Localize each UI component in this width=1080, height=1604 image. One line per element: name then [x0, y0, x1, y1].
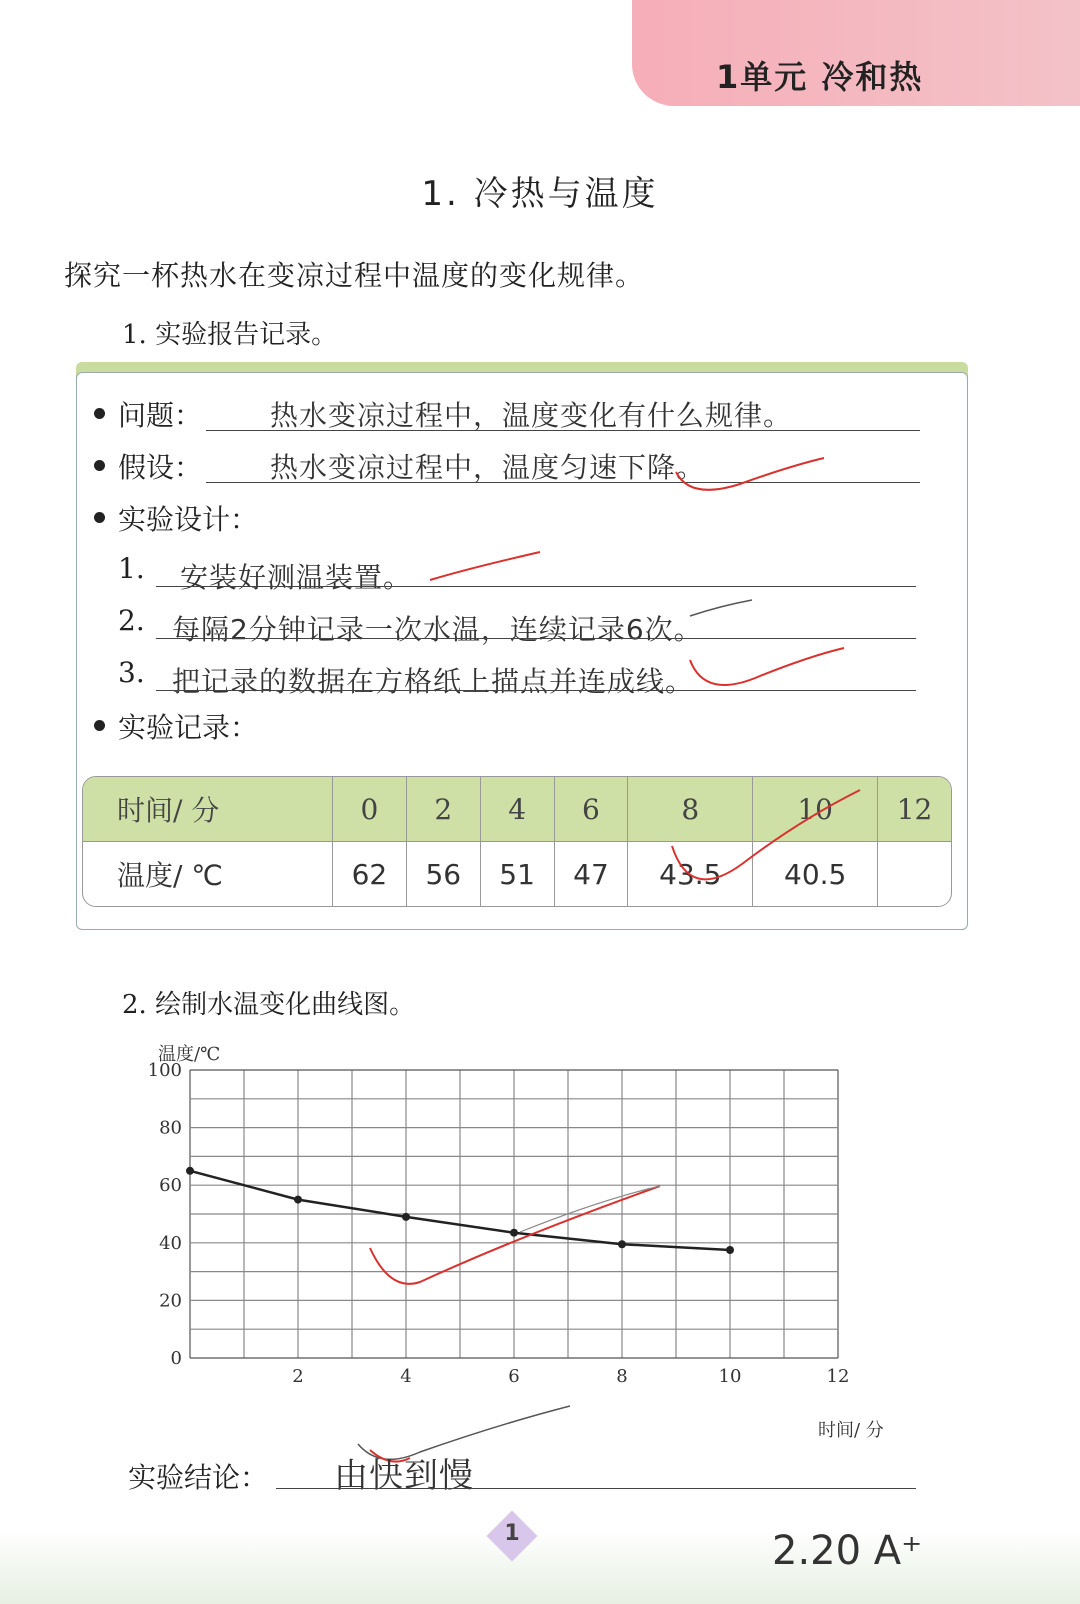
x-tick-label: 8: [616, 1366, 628, 1387]
grade-mark: 2.20 A⁺: [772, 1528, 923, 1574]
question-label: 问题：: [118, 399, 203, 432]
design-step-text: 安装好测温装置。: [180, 561, 413, 594]
answer-line: [276, 1488, 916, 1489]
section1-title: 1. 实验报告记录。: [122, 320, 338, 350]
data-point: [726, 1246, 734, 1254]
y-tick-label: 40: [159, 1232, 182, 1254]
x-tick-label: 6: [508, 1366, 520, 1387]
section2-title: 2. 绘制水温变化曲线图。: [122, 990, 416, 1020]
task-statement: 探究一杯热水在变凉过程中温度的变化规律。: [64, 259, 645, 292]
design-step-number: 1.: [118, 552, 145, 585]
time-cell: 12: [877, 777, 951, 842]
temp-row-label: 温度/ ℃: [117, 859, 223, 892]
time-cell: 10: [752, 777, 877, 842]
y-tick-label: 60: [159, 1175, 182, 1197]
y-tick-label: 20: [159, 1290, 182, 1312]
time-cell: 2: [406, 777, 480, 842]
y-axis-label: 温度/℃: [158, 1044, 221, 1065]
question-answer: 热水变凉过程中，温度变化有什么规律。: [270, 399, 793, 432]
chart-ticks: [148, 1060, 850, 1387]
data-point: [294, 1196, 302, 1204]
time-cell: 6: [554, 777, 628, 842]
y-tick-label: 100: [147, 1060, 182, 1081]
conclusion-answer: 由快到慢: [334, 1456, 474, 1496]
lesson-title: 1. 冷热与温度: [421, 174, 659, 214]
y-tick-label: 80: [159, 1117, 182, 1139]
chart-grid: [190, 1070, 838, 1358]
temp-cell: 56: [406, 842, 480, 906]
x-tick-label: 4: [400, 1366, 412, 1387]
time-cell: 8: [627, 777, 752, 842]
conclusion-label: 实验结论：: [128, 1461, 269, 1494]
unit-title: 1单元 冷和热: [716, 58, 924, 96]
data-point: [510, 1229, 518, 1237]
design-step-number: 3.: [118, 656, 145, 689]
x-axis-label: 时间/ 分: [818, 1420, 884, 1441]
design-label: 实验设计：: [118, 503, 259, 536]
data-point: [618, 1240, 626, 1248]
design-step-text: 把记录的数据在方格纸上描点并连成线。: [172, 665, 695, 698]
design-step-number: 2.: [118, 604, 145, 637]
temp-cell: 43.5: [627, 842, 752, 906]
time-cell: 4: [480, 777, 554, 842]
hypothesis-label: 假设：: [118, 451, 203, 484]
page-number: 1: [504, 1521, 520, 1546]
data-point: [186, 1167, 194, 1175]
time-cell: 0: [332, 777, 406, 842]
hypothesis-answer: 热水变凉过程中，温度匀速下降。: [270, 451, 706, 484]
temp-cell: 51: [480, 842, 554, 906]
x-tick-label: 10: [718, 1366, 742, 1387]
temp-cell: 40.5: [752, 842, 877, 906]
time-row-label: 时间/ 分: [83, 777, 332, 842]
design-step-text: 每隔2分钟记录一次水温，连续记录6次。: [172, 613, 703, 646]
data-point: [402, 1213, 410, 1221]
y-tick-label: 0: [170, 1348, 182, 1369]
record-label: 实验记录：: [118, 711, 259, 744]
x-tick-label: 2: [292, 1366, 304, 1387]
x-tick-label: 12: [826, 1366, 850, 1387]
temp-cell: 62: [332, 842, 406, 906]
temp-cell: 47: [554, 842, 628, 906]
